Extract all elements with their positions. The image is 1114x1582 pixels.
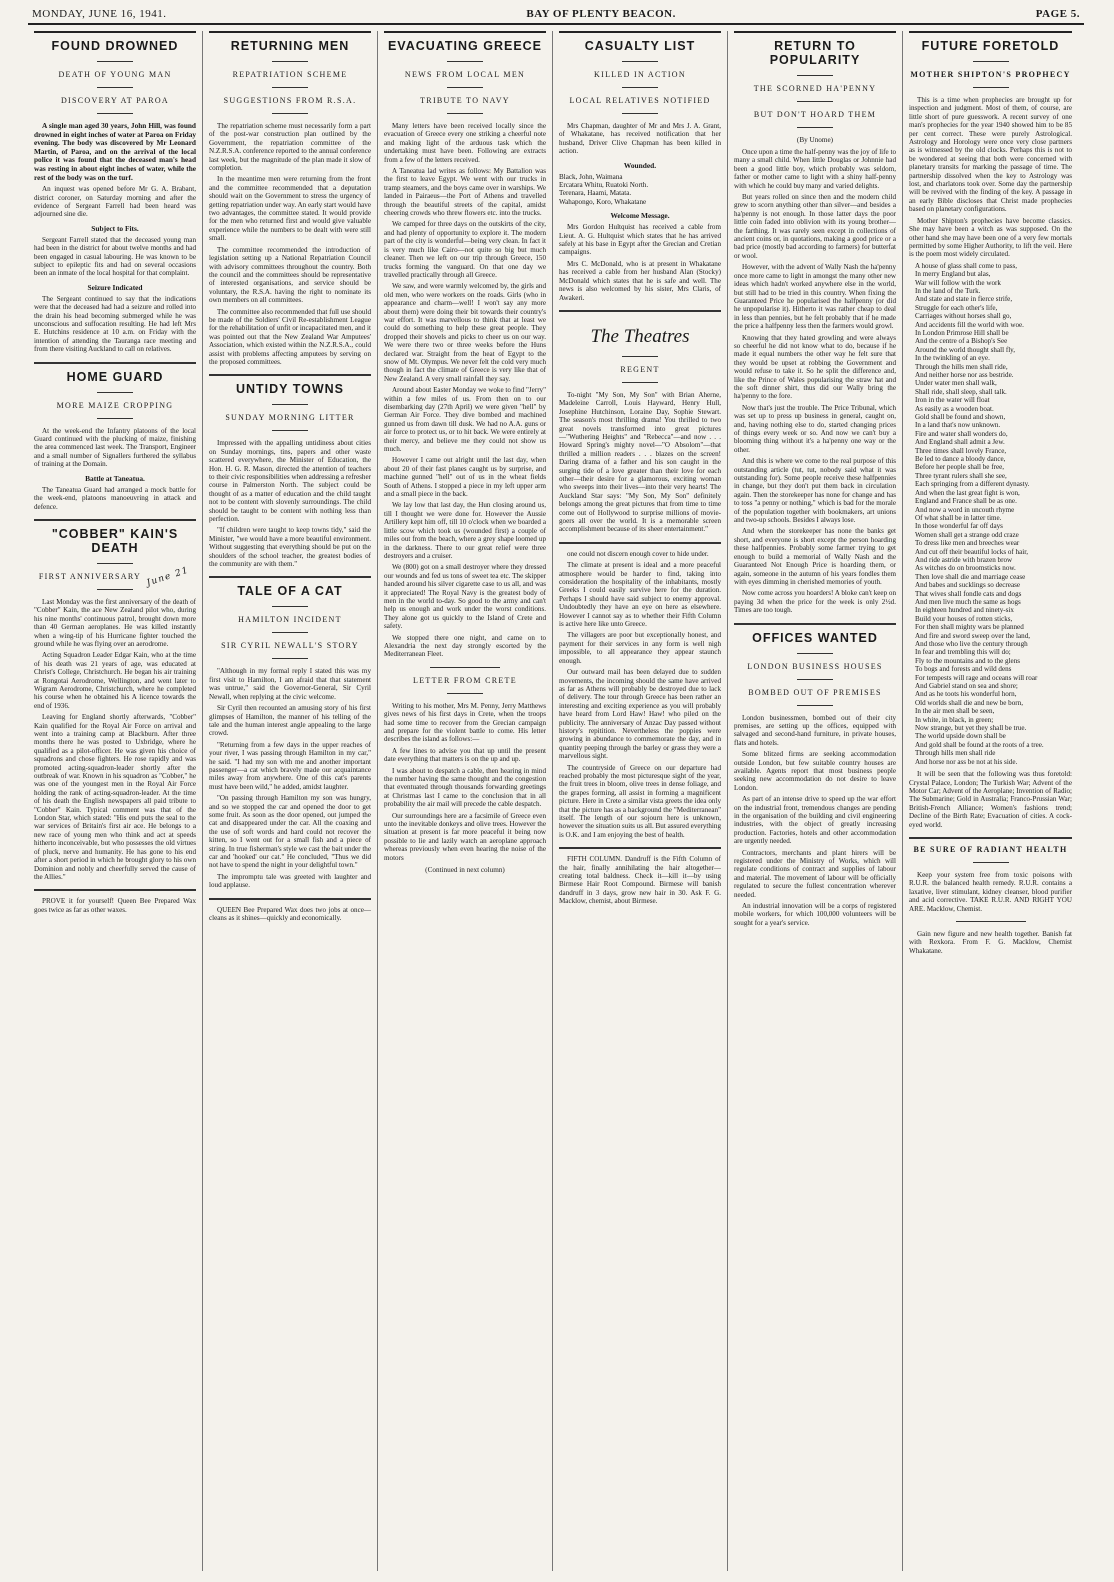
poem-line: In the land of the Turk. — [915, 286, 981, 295]
poem-line: In eighteen hundred and ninety-six — [915, 606, 1014, 615]
handwritten-note: June 21 — [145, 565, 191, 589]
article-paragraph: To-night "My Son, My Son" with Brian Aherne, Madeleine Carroll, Louis Hayward, Henry Hull, Josephine Hutchinson, Loraine Day, Sophie Stewart. The season's most thrilling drama! You thrilled to two great novels transformed into great pictures—"Wuthering Heights" and "Rebecca"—and now . . . Howard Spring's mighty novel—"O Absolom"—that thrilled a million readers . . . blazes on the screen! Daring drama of a father and his son caught in the surging tide of a love greater than their love for each other—their desire for a glamorous, exciting woman who sweeps into their lives—into their very hearts! The Auckland Star says: "My Son, My Son" definitely belongs among the great pictures that from time to time come out of Hollywood to surprise millions of movie-goers all over the world. It is a memorable screen accomplishment because of its sheer entertainment." — [559, 390, 721, 534]
prophecy-poem — [909, 262, 1072, 766]
divider — [622, 87, 658, 88]
subhead: NEWS FROM LOCAL MEN — [404, 70, 526, 79]
wounded-list: Black, John, Waimana Ercatara Whitu, Ruatoki North. Terenara, Haami, Matata. Wahapongo, Koro, Whakatane — [559, 172, 649, 206]
divider — [272, 430, 308, 431]
column-top-rule — [559, 31, 721, 33]
article-paragraph: We camped for three days on the outskirts of the city, and had plenty of opportunity to explore it. The modern part of the city is wonderful—being very clean. In fact it is very much like Cairo—not quite so big but much cleaner. Then we left on our trip through Greece, 150 trucks forming the vanguard. On that one day we travelled practically through all Greece. — [384, 220, 546, 279]
column-4 — [553, 31, 728, 1571]
subhead: DEATH OF YOUNG MAN — [58, 70, 172, 79]
poem-line: And fire and sword sweep over the land, — [915, 631, 1031, 640]
article-paragraph: This is a time when prophecies are brought up for inspection and judgment. Most of them, of course, are little short of pure guesswork. A recent survey of one man's prophecies for the year 1940 showed him to be 85 per cent correct. These were purely Astrological. Astrology and Horology were once very close partners as is witnessed by the old clocks. Perhaps this is not to be wondered at seeing that both were concerned with planetary transits for marking the passage of time. The partnership dissolved when the key to Astrology was lost, and charlatons took over. Some day the partnership will be revived with the finding of the key. A passage in an early Bible discloses that Christ made prophecies based on planetary configurations. — [909, 96, 1072, 214]
poem-line: For then shall mighty wars be planned — [915, 623, 1024, 632]
article-paragraph: I was about to despatch a cable, then hearing in mind the number having the same thought and the congestion that eventuated through thousands forwarding greetings at Christmas last I came to the conclusion that in all probability the air mail will precede the cable despatch. — [384, 766, 546, 809]
poem-line: And when the last great fight is won, — [915, 488, 1020, 497]
subhead — [34, 565, 196, 589]
column-3 — [378, 31, 553, 1571]
subhead: REPATRIATION SCHEME — [232, 70, 348, 79]
divider — [447, 113, 483, 114]
subhead: REGENT — [620, 364, 660, 374]
article-paragraph: Now come across you hoarders! A bloke can't keep on paying 3d when the price for the week is only 2½d. Times are too tough. — [734, 589, 896, 615]
headline-the-theatres: The Theatres — [590, 325, 690, 347]
divider — [797, 127, 833, 128]
column-5 — [728, 31, 903, 1571]
poem-line: In a land that's now unknown. — [915, 421, 1001, 430]
article-paragraph: Leaving for England shortly afterwards, "Cobber" Kain qualified for the Royal Air Force on arrival and went into a training camp at Blackburn. After three months there he was posted to Uxbridge, where he qualified as a pilot-officer. He was given his choice of squadrons and chose fighters. He rose rapidly and was promoted acting-squadron-leader shortly after the outbreak of war. Known in his squadron as "Cobber," he was one of the youngest men in the Royal Air Force holding the rank of acting-squadron-leader. At the time of his death the English newspapers all paid tribute to "Cobber" Kain. Typical comment was that of the London Star, which stated: "His end puts the seal to the war services of Britain's first air ace. He belongs to a new race of young men who think and act at speeds hitherto inconceivable, but who possesses the old virtues of pluck, nerve and humanity. He has gone to his end after a short period in which he brought glory to his own Dominion and nobly and cheerfully served the cause of the Allies." — [34, 713, 196, 881]
poem-line: Under water men shall walk, — [915, 379, 997, 388]
article-paragraph: In the meantime men were returning from the front and the committee recommended that a deputation should wait on the Government to stress the urgency of getting repatriation under way. An early start would have two advantages, the committee stated. It would provide for the men who returned first and would give valuable experience while the numbers to be dealt with were still small. — [209, 175, 371, 243]
subhead: LONDON BUSINESS HOUSES — [747, 661, 883, 671]
section-rule — [34, 889, 196, 891]
headline-cobber-kain: "COBBER" KAIN'S DEATH — [51, 526, 179, 555]
subhead: SUNDAY MORNING LITTER — [225, 413, 355, 423]
article-paragraph: one could not discern enough cover to hide under. — [567, 549, 709, 558]
article-paragraph: The countryside of Greece on our departure had reached probably the most picturesque sight of the year, the fruit trees in bloom, olive trees in dense foliage, and the grapes forming, all assist in forming a magnificent picture. Here in Crete a similar vista greets the idea only that the picture has as a background the "Mediterranean" itself. The length of our sojourn here is unknown, however the situation suits us all. But assured everything is O.K. and I am enjoying the best of health. — [559, 763, 721, 839]
article-paragraph: The Taneatua Guard had arranged a mock battle for the week-end, platoons manoeuvring in attack and defence. — [34, 485, 196, 511]
divider — [797, 705, 833, 706]
divider — [622, 356, 658, 357]
poem-line: War will follow with the work — [915, 278, 1001, 287]
poem-line: Women shall get a strange odd craze — [915, 530, 1019, 539]
article-paragraph: It will be seen that the following was thus foretold: Crystal Palace, London; The Turkish War; Advent of the Motor Car; Advent of the Aeroplane; Invention of Radio; The Submarine; Gold in Australia; Franco-Prussian War; British-French Alliance; Women's fashions trend; Decline of the Birth Rate; Evacuation of cities. A cock-eyed world. — [909, 770, 1072, 829]
columns — [28, 31, 1084, 1571]
article-paragraph: But years rolled on since then and the modern child grew to scorn anything other than silver—and besides a ha'penny is not enough. In those latter days the poor little coin faded into oblivion with its young brother—the farthing. It was rarely seen except in collections of ancient coins or, in quotations, making a good price or a bad price (mostly bad according to farmers) for butterfat or wool. — [734, 193, 896, 260]
poem-line: And neither horse nor ass bestride. — [915, 371, 1014, 379]
section-rule — [34, 362, 196, 364]
poem-line: For tempests will rage and oceans will roar — [915, 673, 1038, 682]
divider — [97, 589, 133, 590]
poem-line: In fear and trembling this will do; — [915, 648, 1011, 657]
poem-line: And babes and sucklings so decrease — [915, 581, 1020, 590]
article-paragraph: Sir Cyril then recounted an amusing story of his first glimpses of Hamilton, the manner of his telling of the tale and the human interest angle appealing to the large crowd. — [209, 704, 371, 738]
article-paragraph: Around about Easter Monday we woke to find "Jerry" within a few miles of us. From then on to our disembarking day (27th April) we were given "hell" by German Air Force. They dive bombed and machined gunned us from dawn till dusk. We had no A.A. guns or air force to protect us, or to hit back. We were entirely at their mercy, and believe me they could not show us much. — [384, 386, 546, 454]
poem-line: And the centre of a Bishop's See — [915, 337, 1008, 346]
divider — [797, 101, 833, 102]
advertisement: PROVE it for yourself! Queen Bee Prepared Wax goes twice as far as other waxes. — [34, 897, 196, 914]
headline-home-guard: HOME GUARD — [66, 369, 164, 384]
divider — [973, 61, 1009, 62]
poem-line: That wives shall fondle cats and dogs — [915, 589, 1022, 598]
poem-line: Through hills men shall ride — [915, 749, 996, 758]
article-paragraph: And this is where we come to the real purpose of this outstanding article (tut, tut, nobody said what it was outstanding for). Some people receive these halfpennies in change, but they don't put them back in circulation again. Then the storekeeper has none for change and has to toss "a penny or nothing," which is bad for the morale of the population together with bookmakers, art unions and two-up schools. Besides I always lose. — [734, 457, 896, 525]
subhead: KILLED IN ACTION — [594, 70, 686, 79]
poem-line: And men live much the same as hogs — [915, 597, 1021, 606]
divider — [272, 61, 308, 62]
poem-line: Shall ride, shall sleep, shall talk. — [915, 387, 1007, 396]
divider — [97, 87, 133, 88]
article-paragraph: Many letters have been received locally since the evacuation of Greece every one striking a cheerful note and making light of the arduous task which the undertaking must have been. Following are extracts from a few of the letters received. — [384, 122, 546, 164]
crosshead: Battle at Taneatua. — [85, 473, 145, 483]
article-paragraph: At the week-end the Infantry platoons of the local Guard continued with the plucking of maize, finishing the area commenced last week. The Transport, Engineer and a small number of Signallers furthered the syllabus of training at the Domain. — [34, 426, 196, 469]
section-rule — [209, 576, 371, 578]
page-number: PAGE 5. — [1035, 8, 1080, 20]
poem-line: And gold shall be found at the roots of a tree. — [915, 740, 1044, 749]
divider — [97, 61, 133, 62]
subhead-text: FIRST ANNIVERSARY — [38, 571, 142, 581]
article-lead: A single man aged 30 years, John Hill, was found drowned in eight inches of water at Paroa on Friday evening. The body was discovered by Mr Leonard Martin, of Paroa, and on the arrival of the local police it was found that the deceased man's head was resting in about eight inches of water, while the rest of the body was on the turf. — [34, 121, 196, 182]
article-paragraph: The Sergeant continued to say that the indications were that the deceased had had a seizure and rolled into the drain his head becoming submerged while he was unconscious and suffocation resulting. He had left Mrs E. Hutchins residence at 10 a.m. on Friday with the intention of attending the Tauranga race meeting and from there visiting Auckland to call on relatives. — [34, 294, 196, 354]
article-paragraph: Knowing that they hated growling and were always so cheerful he did not know what to do, because if he made it equal numbers the other way he felt sure that they would be upset at robbing the Government and would refuse to take it. So he split the difference and, like the Prince of Wales popularising the straw hat and the soft dinner shirt, thus did our Wally bring the ha'penny to the fore. — [734, 333, 896, 401]
poem-line: Three times shall lovely France, — [915, 446, 1007, 455]
headline-tale-of-a-cat: TALE OF A CAT — [237, 584, 343, 599]
poem-line: Fly to the mountains and to the glens — [915, 656, 1021, 665]
article-paragraph: We lay low that last day, the Hun closing around us, till I thought we were done for. However the Aussie Artillery kept him off, till 10 o'clock when we boarded a little scow which took us (wounded first) a couple of miles out from the beach, where a grey shape loomed up in the darkness. There to our great relief were three destroyers and a cruiser. — [384, 501, 546, 560]
section-rule — [909, 837, 1072, 839]
article-paragraph: Our surroundings here are a facsimile of Greece even unto the inevitable donkeys and olive trees. However the situation at present is far more peaceful it being now possible to lie and lazily watch an aeroplane approach whereas previously when even hearing the noise of the motors — [384, 811, 546, 862]
subhead: SUGGESTIONS FROM R.S.A. — [223, 96, 357, 105]
headline-casualty-list: CASUALTY LIST — [584, 39, 696, 53]
subhead: THE SCORNED HA'PENNY — [753, 84, 877, 93]
divider — [97, 418, 133, 419]
article-paragraph: The villagers are poor but exceptionally honest, and payment for their services in any form is well nigh impossible, to all appearance they appear staunch enough. — [559, 631, 721, 665]
divider — [97, 563, 133, 564]
article-paragraph: We stopped there one night, and came on to Alexandria the next day strongly escorted by the Mediterranean Fleet. — [384, 633, 546, 659]
advertisement: QUEEN Bee Prepared Wax does two jobs at once—cleans as it shines—quickly and economically. — [209, 905, 371, 923]
article-paragraph: The impromptu tale was greeted with laughter and loud applause. — [209, 872, 371, 890]
headline-offices-wanted: OFFICES WANTED — [752, 630, 878, 645]
poem-line: As easily as a wooden boat. — [915, 404, 994, 413]
article-paragraph: An inquest was opened before Mr G. A. Brabant, district coroner, on Saturday morning and after the evidence of Sergeant Farrell had been heard was adjourned sine die. — [34, 185, 196, 219]
byline: (By Unome) — [796, 136, 834, 144]
poem-line: And horse nor ass be not at his side. — [915, 757, 1018, 766]
poem-line: England and France shall be as one. — [915, 497, 1017, 506]
subhead: DISCOVERY AT PAROA — [60, 96, 170, 105]
column-top-rule — [734, 31, 896, 33]
paper-name: BAY OF PLENTY BEACON. — [526, 8, 676, 20]
subhead: SIR CYRIL NEWALL'S STORY — [221, 641, 359, 651]
divider — [272, 606, 308, 607]
masthead — [28, 6, 1084, 25]
divider — [272, 404, 308, 405]
divider — [797, 75, 833, 76]
divider — [97, 392, 133, 393]
section-rule — [559, 847, 721, 849]
issue-date: MONDAY, JUNE 16, 1941. — [32, 8, 167, 20]
poem-line: And Gabriel stand on sea and shore; — [915, 682, 1018, 691]
headline-untidy-towns: UNTIDY TOWNS — [235, 382, 345, 397]
article-paragraph: "On passing through Hamilton my son was hungry, and so we stopped the car and opened the door to get some fruit. As soon as the door opened, out jumped the cat and disappeared under the car. All the coaxing and the use of soft words and hard could not recover the kitten, so I went out for a small fish and a piece of string. In true fisherman's style we cast the bait under the car and 'hooked' our cat." He concluded, "Thus we did not have to spend the night in your delightful town." — [209, 794, 371, 870]
crosshead: Welcome Message. — [610, 211, 670, 221]
poem-line: Gold shall be found and shown, — [915, 413, 1006, 422]
subhead: TRIBUTE TO NAVY — [420, 96, 510, 105]
section-rule — [34, 519, 196, 521]
divider — [973, 862, 1009, 863]
subhead: BOMBED OUT OF PREMISES — [748, 687, 882, 697]
article-paragraph: We (800) got on a small destroyer where they dressed our wounds and fed us tons of sweet tea etc. The skipper handed around his silver cigarette case to us all, and was it appreciated! The Royal Navy is the greatest body of men in the world to-day. So good to the army and can't help us enough and work under the worst conditions. They alone got us quickly to the Island of Crete and safety. — [384, 563, 546, 631]
section-rule — [559, 310, 721, 312]
poem-line: Each springing from a different dynasty. — [915, 480, 1030, 489]
poem-line: As witches do on broomsticks now. — [915, 564, 1016, 573]
article-paragraph: As part of an intense drive to speed up the war effort on the industrial front, tremendous changes are pending in the organisation of the building and civil engineering industries, with the object of greatly increasing production. Factories, hotels and other accommodation are urgently needed. — [734, 795, 896, 846]
headline-returning-men: RETURNING MEN — [230, 39, 350, 53]
article-paragraph: However, with the advent of Wally Nash the ha'penny once more came to light in amongst the many other new ideas which hadn't worked anywhere else in the world, but still had to be tried in this country. When fixing the Guaranteed Price he popularised the halfpenny (or did he unpopularise it). Hitherto it was rather cheap to deal in less than pennies, but he felt probably that if he made the price a halfpenny less then the farmers would growl. — [734, 263, 896, 331]
poem-line: Through the hills men shall ride, — [915, 362, 1008, 371]
column-top-rule — [209, 31, 371, 33]
poem-line: Now strange, but yet they shall be true. — [915, 724, 1027, 733]
poem-line: In the twinkling of an eye. — [915, 354, 990, 363]
poem-line: Before her people shall be free, — [915, 463, 1005, 472]
subhead: LOCAL RELATIVES NOTIFIED — [569, 96, 711, 105]
article-paragraph: The repatriation scheme must necessarily form a part of the post-war construction plan outlined by the Government, the repatriation committee of the N.Z.R.S.A. conference reported to the annual conference last week, but the magnitude of the plan made it slow of completion. — [209, 122, 371, 173]
article-paragraph: Mrs Gordon Hultquist has received a cable from Lieut. A. G. Hultquist which states that he has arrived safely at his base in Egypt after the Grecian and Cretian campaigns. — [559, 223, 721, 257]
article-paragraph: Sergeant Farrell stated that the deceased young man had been in the district for about twelve months and had been engaged in casual labouring. He was known to be subject to epileptic fits and had on several occasions been an inmate of the local hospital for that complaint. — [34, 235, 196, 278]
poem-line: Be led to dance a bloody dance, — [915, 455, 1006, 464]
divider — [973, 87, 1009, 88]
article-paragraph: The climate at present is ideal and a more peaceful atmosphere would be harder to find, taking into consideration the hospitality of the inhabitants, mostly Greeks I could easily survive here for the duration. Perhaps I should have said subject to enemy approval. Undoubtedly they have an eye on here as elsewhere. However I cannot say as to whether their Fifth Column is active here like unto Greece. — [559, 561, 721, 629]
poem-line: And those who live the century through — [915, 640, 1028, 648]
article-paragraph: Contractors, merchants and plant hirers will be registered under the Ministry of Works, which will regulate conditions of contract and supplies of labour and material. The movement of labour will be officially regulated to secure the fullest concentration wherever needed. — [734, 848, 896, 899]
poem-line: The world upside down shall be — [915, 732, 1006, 741]
poem-line: Three tyrant rulers shall she see, — [915, 471, 1007, 480]
column-top-rule — [34, 31, 196, 33]
poem-line: And ride astride with brazen brow — [915, 555, 1013, 564]
poem-line: Fire and water shall wonders do, — [915, 429, 1008, 438]
article-paragraph: Impressed with the appalling untidiness about cities on Sunday mornings, tins, papers and other waste scattered everywhere, the Minister of Education, the Hon. H. G. R. Mason, directed the attention of teachers to their civic responsibilities when addressing a refresher course in Palmerston North. The subject could be thought of as a matter of education and the child taught not to be content with slovenly surroundings. The child should be taught to be content with nothing less than perfection. — [209, 439, 371, 524]
article-paragraph: Last Monday was the first anniversary of the death of "Cobber" Kain, the ace New Zealand pilot who, during his nine months' continuous patrol, brought down more than 40 German aeroplanes. He was killed instantly when a wing-tip of his Hurricane fighter touched the ground while he was flying over an aerodrome. — [34, 597, 196, 648]
divider — [272, 113, 308, 114]
headline-evacuating-greece: EVACUATING GREECE — [387, 39, 543, 53]
poem-line: Of what shall be in latter time. — [915, 513, 1002, 522]
subhead: HAMILTON INCIDENT — [238, 615, 342, 625]
poem-line: And now a word in uncouth rhyme — [915, 505, 1015, 514]
crosshead: LETTER FROM CRETE — [413, 675, 517, 685]
divider — [447, 87, 483, 88]
headline-return-to-popularity: RETURN TO POPULARITY — [769, 39, 861, 67]
poem-line: Struggle for each other's life, — [915, 303, 998, 312]
poem-line: To dress like men and breeches wear — [915, 539, 1020, 548]
divider — [272, 632, 308, 633]
subhead: MOTHER SHIPTON'S PROPHECY — [910, 70, 1071, 79]
article-paragraph: We saw, and were warmly welcomed by, the girls and old men, who were workers on the roads. Girls (who in appearance and charm—well! I won't say any more about them) were doing their bit towards their country's war effort. It was marvellous to think that at least we could do something to help these great people. They dropped their shovels and picks to cheer us on our way. We were there two or three weeks before the Huns declared war. Straight from the heat of Egypt to the snow of Mt. Olympus. We never felt the cold very much though in fact the climate of Greece is very like that of New Zealand. A very small rainfall they say. — [384, 282, 546, 383]
article-paragraph: Mrs C. McDonald, who is at present in Whakatane has received a cable from her husband Alan (Stocky) McDonald which states that he is safe and well. The news is also welcomed by his sister, Mrs Claris, of Awakeri. — [559, 259, 721, 302]
article-paragraph: A few lines to advise you that up until the present date everything that matters is on the up and up. — [384, 746, 546, 764]
column-2 — [203, 31, 378, 1571]
section-rule — [209, 898, 371, 900]
subhead: MORE MAIZE CROPPING — [56, 400, 174, 410]
article-paragraph: Once upon a time the half-penny was the joy of life to many a small child. When little Douglas or Johnnie had been a good little boy, which probably was seldom, father or mother came to light with a shiny half-penny with which he could buy many and varied delights. — [734, 148, 896, 190]
poem-line: And cut off their beautiful locks of hair, — [915, 547, 1029, 556]
poem-line: And England shall admit a Jew. — [915, 438, 1005, 447]
poem-line: To bogs and forests and wild dens — [915, 665, 1012, 674]
section-rule — [734, 623, 896, 625]
poem-line: In merry England but alas, — [915, 270, 991, 279]
column-top-rule — [909, 31, 1072, 33]
poem-line: In London Primrose Hill shall be — [915, 328, 1009, 337]
divider — [447, 693, 483, 694]
article-paragraph: Some blitzed firms are seeking accommodation outside London, but few suitable country houses are available. Agents report that most business people seeking new accommodation do not desire to leave London. — [734, 750, 896, 792]
article-paragraph: Mrs Chapman, daughter of Mr and Mrs J. A. Grant, of Whakatane, has received notification that her husband, Driver Clive Chapman has been killed in action. — [559, 122, 721, 156]
article-paragraph: Now that's just the trouble. The Price Tribunal, which was set up to press up business in general, caught on, and, having nothing else to do, started changing prices of things every week or so. And now we can't buy a blooming thing without it's a ha'penny one way or the other. — [734, 403, 896, 454]
poem-line: In the air men shall be seen, — [915, 707, 995, 716]
poem-line: Around the world thought shall fly, — [915, 345, 1016, 354]
article-paragraph: A Taneatua lad writes as follows: My Battalion was the first to leave Egypt. We went with our trucks in tramp steamers, and the boys came over in warships. We landed in Pairaeus—the Port of Athens and travelled through the beautiful streets of the capital, amidst cheering crowds who threw flowers etc. into the trucks. — [384, 167, 546, 218]
article-paragraph: And when the storekeeper has none the banks get short, and everyone is short except the person hoarding these halfpennies. Probably some farmer trying to get enough to build a memorial of Wally Nash and the Guaranteed Not Enough Price is hoarding them, or again, someone in the autumn of his years fondles them with eyes dimming in cherished memories of youth. — [734, 527, 896, 586]
article-paragraph: Writing to his mother, Mrs M. Penny, Jerry Matthews gives news of his first days in Crete, when the troops had some time to recover from the Grecian campaign and prepare for the violent battle to come. His letter describes the island as follows:— — [384, 701, 546, 744]
divider — [447, 61, 483, 62]
divider — [272, 658, 308, 659]
advertisement-heading: BE SURE OF RADIANT HEALTH — [913, 844, 1068, 854]
advertisement: Gain new figure and new health together. Banish fat with Rexkora. From F. G. Macklow, Chemist Whakatane. — [909, 929, 1072, 955]
divider — [956, 921, 1026, 922]
article-paragraph: "Returning from a few days in the upper reaches of your river, I was passing through Hamilton in my car," he said. "I had my son with me and another important passenger—a cat which bravely made our acquaintance miles away from anywhere. One of this cat's parents must have been wild," he added, amidst laughter. — [209, 740, 371, 791]
subhead: BUT DON'T HOARD THEM — [753, 110, 877, 119]
poem-line: Build your houses of rotten sticks, — [915, 614, 1013, 623]
divider — [797, 653, 833, 654]
divider — [272, 87, 308, 88]
article-paragraph: The committee also recommended that full use should be made of the Soldiers' Civil Re-establishment League for the rehabilitation of unfit or incapacitated men, and it was pointed out that the New Zealand War Amputees' Association, which existed within the N.Z.R.S.A., could assist with problems affecting amputees by serving on the proposed committees. — [209, 307, 371, 366]
divider — [430, 667, 500, 668]
poem-line: In white, in black, in green; — [915, 715, 994, 724]
poem-line: And state and state in fierce strife, — [915, 295, 1013, 304]
headline-found-drowned: FOUND DROWNED — [51, 39, 179, 53]
poem-line: A house of glass shall come to pass, — [915, 261, 1018, 270]
crosshead: Seizure Indicated — [87, 282, 143, 292]
poem-line: Carriages without horses shall go, — [915, 312, 1012, 321]
headline-future-foretold: FUTURE FORETOLD — [921, 39, 1060, 53]
crosshead: Wounded. — [623, 160, 657, 170]
crosshead: Subject to Fits. — [91, 223, 139, 233]
divider — [622, 113, 658, 114]
continued-note: (Continued in next column) — [425, 866, 505, 875]
divider — [622, 61, 658, 62]
article-paragraph: An industrial innovation will be a corps of registered mobile workers, for which 100,000 volunteers will be sought for a year's service. — [734, 902, 896, 927]
article-paragraph: "Although in my formal reply I stated this was my first visit to Hamilton, I am afraid that that statement was untrue," said the Governor-General, Sir Cyril Newall, when replying at the civic welcome. — [209, 667, 371, 701]
poem-line: Old worlds shall die and new be born, — [915, 698, 1023, 707]
divider — [622, 382, 658, 383]
poem-line: And as he toots his wonderful horn, — [915, 690, 1017, 699]
poem-line: In those wonderful far off days — [915, 522, 1003, 531]
advertisement: FIFTH COLUMN. Dandruff is the Fifth Column of the hair, finally annihilating the hair altogether—creating total baldness. Check it—kill it—by using Birmese Hair Root Compound. Birmese will banish dandruff in 3 days, grow new hair in 30. Ask F. G. Macklow, chemist, about Birmese. — [559, 855, 721, 906]
article-paragraph: Our outward mail has been delayed due to sudden movements, the incoming should the same have arrived as far as Athens will probably be destroyed due to lack of delivery. The tour through Greece has been rather an interesting and exciting experience as you will probably have heard from Lord Haw! Haw! who piled on the publicity. The anniversary of Anzac Day passed without history's repitition. Nevertheless the poppies were growing in abundance to commemorate the day, and in quantity peeping through the barley or grass they were a marvellous sight. — [559, 668, 721, 761]
advertisement: Keep your system free from toxic poisons with R.U.R. the balanced health remedy. R.U.R. contains a laxative, liver stimulant, kidney cleanser, blood purifier and acid corrective. TAKE R.U.R. AND RIGHT YOU ARE. Macklow, Chemist. — [909, 870, 1072, 913]
article-paragraph: London businessmen, bombed out of their city premises, are setting up the offices, equipped with salvaged and second-hand furniture, in private houses, flats and hotels. — [734, 713, 896, 747]
section-rule — [209, 374, 371, 376]
column-6 — [903, 31, 1078, 1571]
article-paragraph: However I came out alright until the last day, when about 20 of their fast planes caught us by surprise, and machine gunned "hell" out of us in the wheat fields South of Athens. I stopped a piece in my left upper arm and a small piece in the back. — [384, 456, 546, 499]
poem-line: Iron in the water will float — [915, 396, 990, 405]
poem-line: Then love shall die and marriage cease — [915, 572, 1026, 581]
article-paragraph: The committee recommended the introduction of legislation setting up a National Repatriation Council with advisory committees throughout the country. Both the council and the committees should be representative of interested organisations, and service should be voluntary, the R.S.A. having the right to nominate its own members on all committees. — [209, 245, 371, 305]
article-paragraph: "If children were taught to keep towns tidy," said the Minister, "we would have a more beautiful environment. Without suggesting that everything should be put on the shoulders of the school teacher, the greatest bodies of the community are with them." — [209, 526, 371, 569]
article-paragraph: Acting Squadron Leader Edgar Kain, who at the time of his death was 21 years of age, was educated at Christ's College, Christchurch. He began his air training at Rongotai Aerodrome, Wellington, and went later to Wigram Aerodrome, Christchurch, where he completed his course when he obtained his A licence towards the end of 1936. — [34, 651, 196, 710]
column-top-rule — [384, 31, 546, 33]
poem-line: And accidents fill the world with woe. — [915, 320, 1024, 329]
divider — [797, 679, 833, 680]
column-1 — [28, 31, 203, 1571]
section-rule — [559, 542, 721, 544]
divider — [97, 113, 133, 114]
article-paragraph: Mother Shipton's prophecies have become classics. She may have been a witch as was supposed. On the other hand she may have been one of a very few mortals permitted by some Higher Authority, to lift the veil. Here is the poem most widely circulated. — [909, 216, 1072, 259]
